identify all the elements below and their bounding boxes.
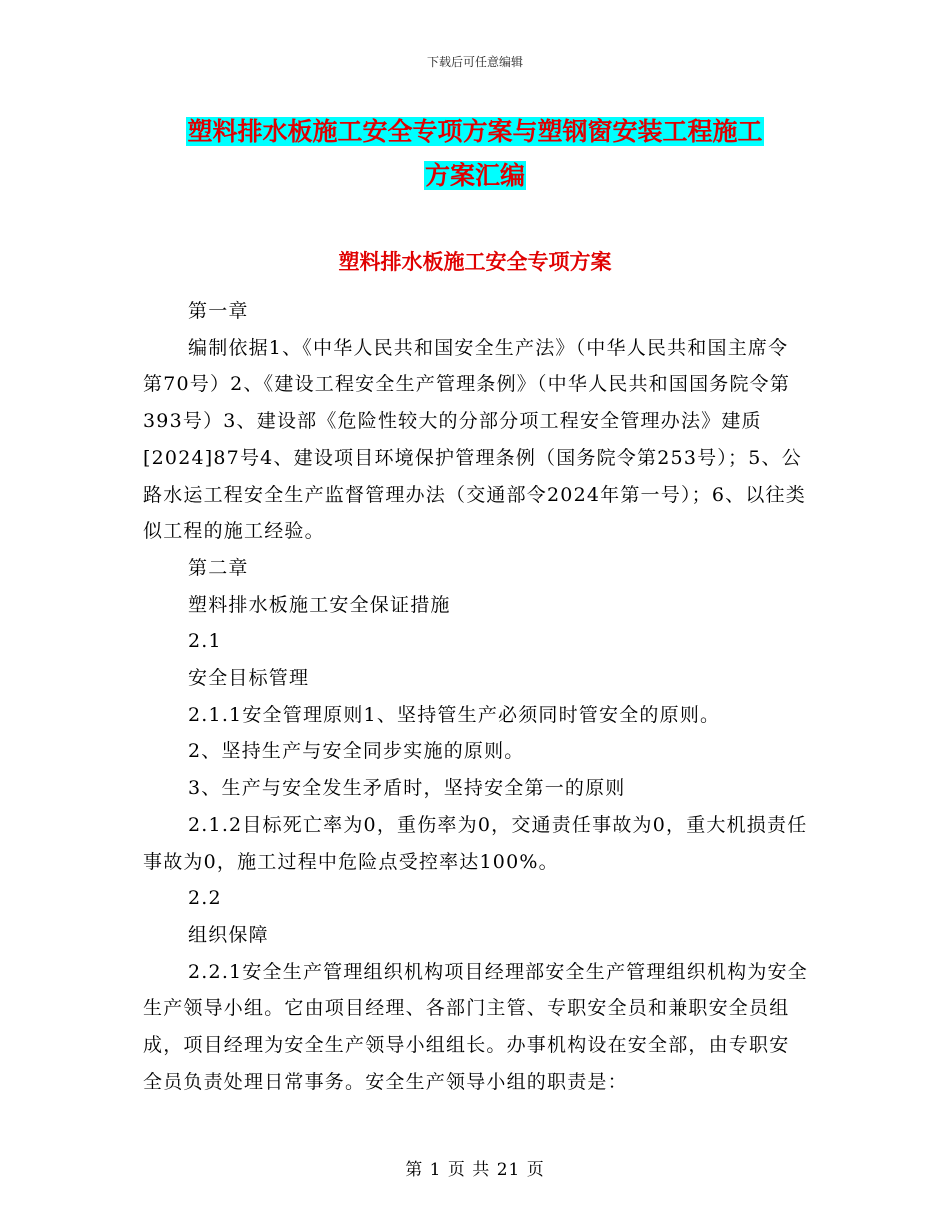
paragraph: 安全目标管理: [188, 667, 310, 690]
paragraph: 2.1.1安全管理原则1、坚持管生产必须同时管安全的原则。: [188, 703, 721, 726]
paragraph: 2.2.1安全生产管理组织机构项目经理部安全生产管理组织机构为安全生产领导小组。它由项目经理、各部门主管、专职安全员和兼职安全员组成，项目经理为安全生产领导小组组长。办事机构设在安全部，由专职安全员负责处理日常事务。安全生产领导小组的职责是：: [143, 960, 808, 1093]
chapter-heading: 第一章: [188, 300, 249, 322]
section-number: 2.2: [188, 887, 222, 910]
chapter-heading: 第二章: [188, 556, 249, 579]
paragraph: 2.1.2目标死亡率为0，重伤率为0，交通责任事故为0，重大机损责任事故为0，施工过程中危险点受控率达100%。: [143, 813, 808, 873]
header-note: 下载后可任意编辑: [426, 55, 523, 69]
document-title-line-1: 塑料排水板施工安全专项方案与塑钢窗安装工程施工: [187, 117, 763, 146]
paragraph: 3、生产与安全发生矛盾时，坚持安全第一的原则: [188, 777, 626, 800]
document-title-line-2: 方案汇编: [424, 161, 525, 190]
paragraph: 塑料排水板施工安全保证措施: [188, 593, 451, 616]
paragraph: 编制依据1、《中华人民共和国安全生产法》（中华人民共和国主席令第70号）2、《建设工程安全生产管理条例》（中华人民共和国国务院令第393号）3、建设部《危险性较大的分部分项工程安全管理办法》建质[2024]87号4、建设项目环境保护管理条例（国务院令第253号）；5、公路水运工程安全生产监督管理办法（交通部令2024年第一号）；6、以往类似工程的施工经验。: [143, 336, 806, 543]
document-title: [145, 110, 805, 198]
document-body: [143, 293, 808, 1100]
section-title: 塑料排水板施工安全专项方案: [338, 250, 612, 274]
page-footer: 第 1 页 共 21 页: [405, 1160, 545, 1180]
paragraph: 组织保障: [188, 923, 269, 946]
section-number: 2.1: [188, 630, 222, 653]
paragraph: 2、坚持生产与安全同步实施的原则。: [188, 740, 525, 763]
